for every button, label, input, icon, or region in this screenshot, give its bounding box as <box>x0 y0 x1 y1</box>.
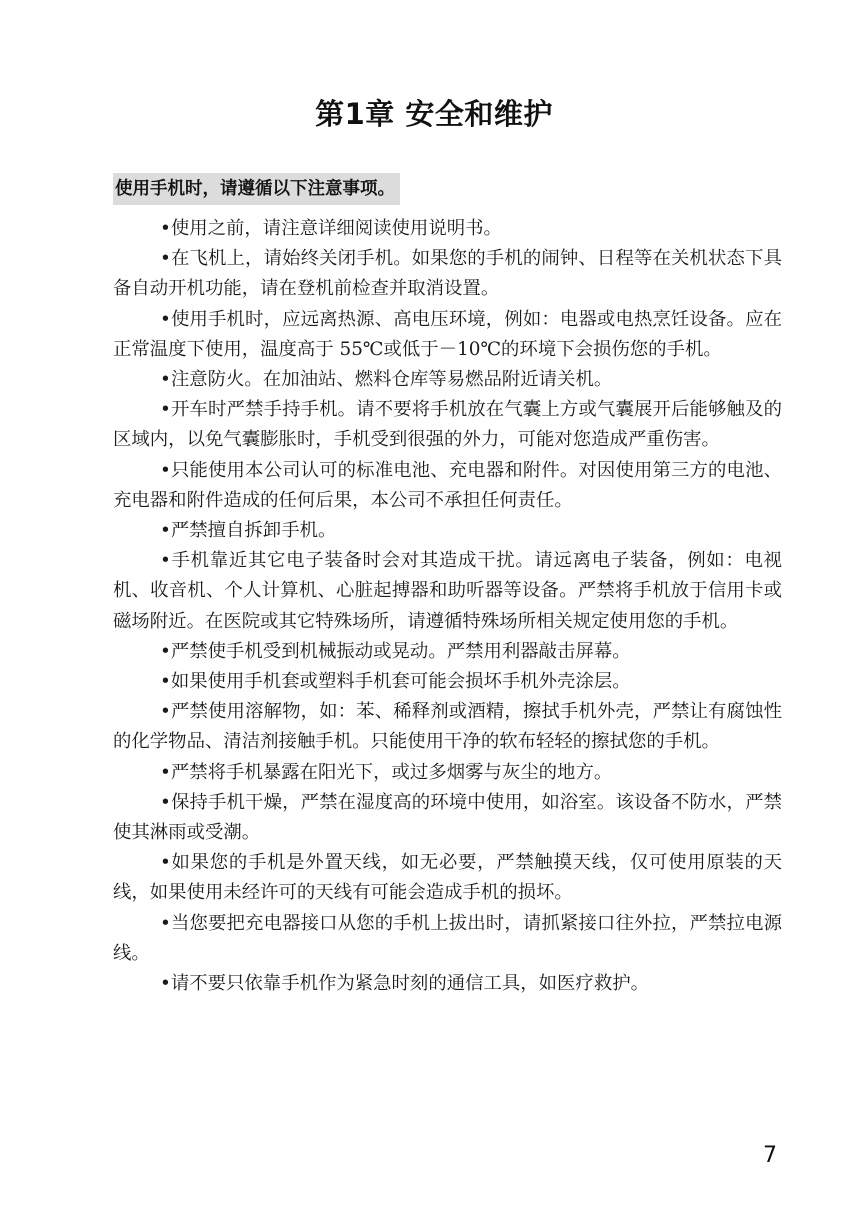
precaution-item: •使用手机时，应远离热源、高电压环境，例如：电器或电热烹饪设备。应在正常温度下使用，温度高于 55℃或低于－10℃的环境下会损伤您的手机。 <box>113 308 782 360</box>
precaution-item: •注意防火。在加油站、燃料仓库等易燃品附近请关机。 <box>160 369 613 391</box>
precaution-item: •如果您的手机是外置天线，如无必要，严禁触摸天线，仅可使用原装的天线，如果使用未经许可的天线有可能会造成手机的损坏。 <box>113 852 782 904</box>
precautions-list <box>113 214 782 999</box>
precaution-item: •请不要只依靠手机作为紧急时刻的通信工具，如医疗救护。 <box>160 973 650 995</box>
precaution-item: •保持手机干燥，严禁在湿度高的环境中使用，如浴室。该设备不防水，严禁使其淋雨或受潮。 <box>113 791 782 844</box>
precaution-item: •严禁使用溶解物，如：苯、稀释剂或酒精，擦拭手机外壳，严禁让有腐蚀性的化学物品、清洁剂接触手机。只能使用干净的软布轻轻的擦拭您的手机。 <box>113 701 782 753</box>
page-number: 7 <box>763 1143 777 1168</box>
precaution-item: •当您要把充电器接口从您的手机上拔出时，请抓紧接口往外拉，严禁拉电源线。 <box>113 912 782 964</box>
section-heading: 使用手机时，请遵循以下注意事项。 <box>113 173 400 205</box>
precaution-item: •使用之前，请注意详细阅读使用说明书。 <box>160 218 502 239</box>
precaution-item: •严禁使手机受到机械振动或晃动。严禁用利器敲击屏幕。 <box>160 640 631 662</box>
precaution-item: •严禁将手机暴露在阳光下，或过多烟雾与灰尘的地方。 <box>160 761 613 783</box>
precaution-item: •在飞机上，请始终关闭手机。如果您的手机的闹钟、日程等在关机状态下具备自动开机功能，请在登机前检查并取消设置。 <box>113 248 782 300</box>
precaution-item: •开车时严禁手持手机。请不要将手机放在气囊上方或气囊展开后能够触及的区域内，以免气囊膨胀时，手机受到很强的外力，可能对您造成严重伤害。 <box>113 399 782 451</box>
precaution-item: •手机靠近其它电子装备时会对其造成干扰。请远离电子装备，例如：电视机、收音机、个人计算机、心脏起搏器和助听器等设备。严禁将手机放于信用卡或磁场附近。在医院或其它特殊场所，请遵循特殊场所相关规定使用您的手机。 <box>113 550 782 632</box>
precaution-item: •只能使用本公司认可的标准电池、充电器和附件。对因使用第三方的电池、充电器和附件造成的任何后果，本公司不承担任何责任。 <box>113 459 782 511</box>
precaution-item: •如果使用手机套或塑料手机套可能会损坏手机外壳涂层。 <box>160 671 631 693</box>
precaution-item: •严禁擅自拆卸手机。 <box>160 520 337 542</box>
chapter-title: 第1章 安全和维护 <box>315 97 553 131</box>
